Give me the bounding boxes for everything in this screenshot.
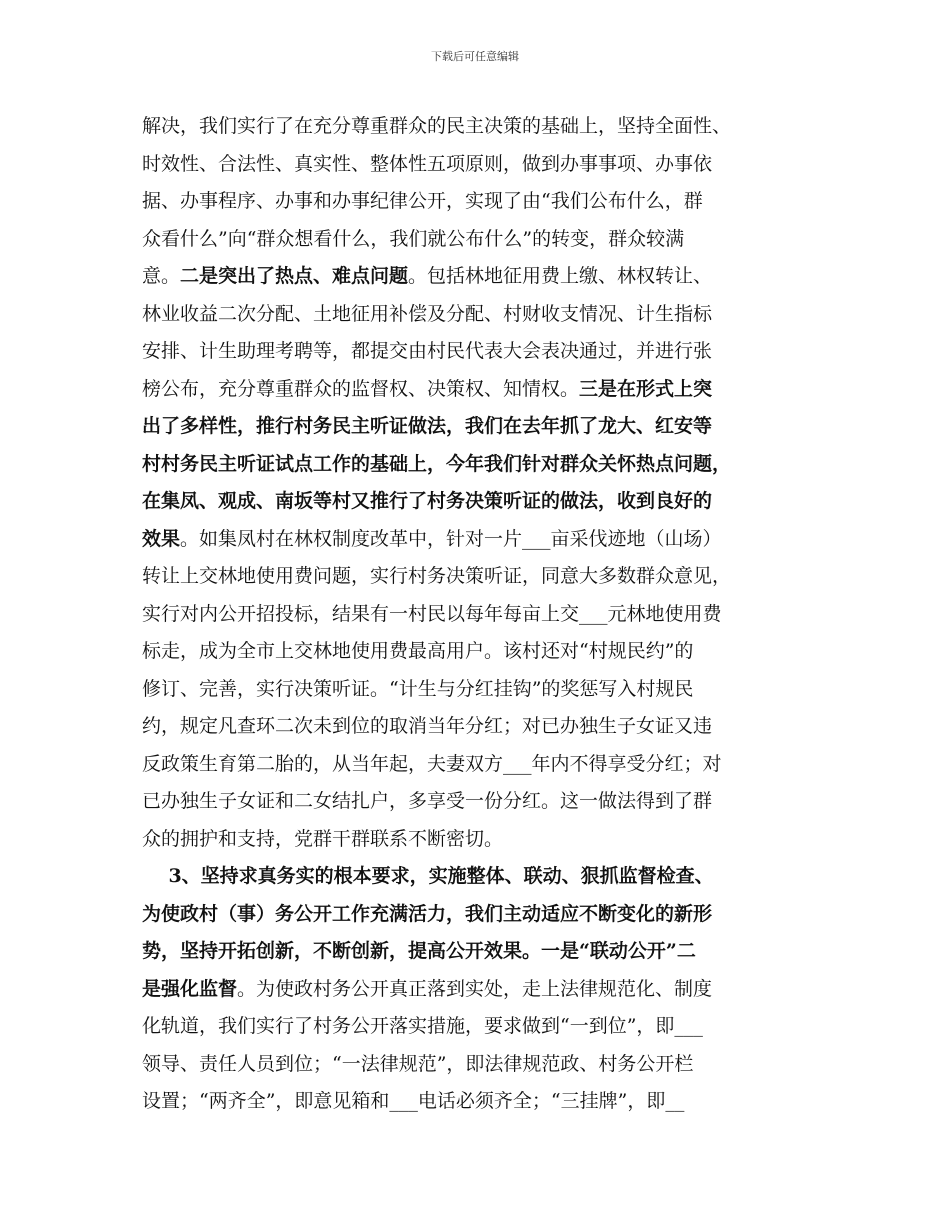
document-body [142, 108, 814, 1121]
text-line [142, 558, 814, 596]
text-line [142, 483, 814, 521]
page-header-note: 下载后可任意编辑 [431, 50, 519, 63]
text-segment: 。如集凤村在林权制度改革中，针对一片___亩采伐迹地（山场） [180, 527, 722, 550]
text-segment: 众的拥护和支持，党群干群联系不断密切。 [142, 827, 504, 850]
text-line [142, 408, 814, 446]
text-line [142, 671, 814, 709]
bold-text-segment: 势，坚持开拓创新，不断创新，提高公开效果。一是“联动公开”二 [142, 940, 696, 962]
text-segment: 安排、计生助理考聘等，都提交由村民代表大会表决通过，并进行张 [142, 340, 713, 362]
text-line [142, 1046, 814, 1084]
text-segment: 修订、完善，实行决策听证。“计生与分红挂钩”的奖惩写入村规民 [142, 677, 694, 700]
text-line [142, 896, 814, 934]
text-line [142, 258, 814, 296]
text-line [142, 108, 814, 146]
text-line [142, 858, 814, 896]
text-line [142, 1008, 814, 1046]
text-line [142, 933, 814, 971]
bold-text-segment: 为使政村（事）务公开工作充满活力，我们主动适应不断变化的新形 [142, 902, 713, 925]
text-segment: 时效性、合法性、真实性、整体性五项原则，做到办事事项、办事依 [142, 152, 713, 175]
bold-text-segment: 二是突出了热点、难点问题 [180, 265, 409, 287]
text-line [142, 708, 814, 746]
text-segment: 。为使政村务公开真正落到实处，走上法律规范化、制度 [237, 977, 713, 1000]
text-line [142, 446, 814, 484]
text-segment: 约，规定凡查环二次未到位的取消当年分红；对已办独生子女证又违 [142, 715, 713, 737]
text-segment: 众看什么”向“群众想看什么，我们就公布什么”的转变，群众较满 [142, 227, 685, 250]
bold-text-segment: 在集凤、观成、南坂等村又推行了村务决策听证的做法，收到良好的 [142, 490, 713, 512]
text-line [142, 746, 814, 784]
text-segment: 榜公布，充分尊重群众的监督权、决策权、知情权。 [142, 377, 580, 400]
text-segment: 已办独生子女证和二女结扎户，多享受一份分红。这一做法得到了群 [142, 790, 713, 812]
bold-text-segment: 效果 [142, 527, 181, 550]
text-line [142, 633, 814, 671]
text-segment: 反政策生育第二胎的，从当年起，夫妻双方___年内不得享受分红；对 [142, 752, 722, 775]
bold-text-segment: 三是在形式上突 [579, 377, 713, 400]
text-segment: 解决，我们实行了在充分尊重群众的民主决策的基础上，坚持全面性、 [142, 115, 732, 137]
text-line [142, 783, 814, 821]
text-segment: 领导、责任人员到位；“一法律规范”，即法律规范政、村务公开栏 [142, 1052, 694, 1075]
text-line [142, 821, 814, 859]
text-segment: 实行对内公开招投标，结果有一村民以每年每亩上交___元林地使用费 [142, 602, 722, 625]
text-line [142, 333, 814, 371]
text-segment: 化轨道，我们实行了村务公开落实措施，要求做到“一到位”，即___ [142, 1015, 703, 1037]
bold-text-segment: 村村务民主听证试点工作的基础上，今年我们针对群众关怀热点问题， [142, 452, 732, 475]
text-segment: 标走，成为全市上交林地使用费最高用户。该村还对“村规民约”的 [142, 640, 694, 662]
bold-text-segment: 出了多样性，推行村务民主听证做法，我们在去年抓了龙大、红安等 [142, 415, 713, 437]
text-line [142, 596, 814, 634]
text-line [142, 371, 814, 409]
text-segment: 林业收益二次分配、土地征用补偿及分配、村财收支情况、计生指标 [142, 302, 713, 325]
text-line [142, 521, 814, 559]
text-segment: 。包括林地征用费上缴、林权转让、 [408, 265, 713, 287]
text-line [142, 183, 814, 221]
text-segment: 意。 [142, 265, 181, 287]
text-line [142, 221, 814, 259]
text-segment: 设置；“两齐全”，即意见箱和___电话必须齐全；“三挂牌”，即__ [142, 1090, 685, 1112]
bold-text-segment: 3、坚持求真务实的根本要求，实施整体、联动、狠抓监督检查、 [142, 865, 714, 887]
text-line [142, 296, 814, 334]
text-line [142, 1083, 814, 1121]
bold-text-segment: 是强化监督 [142, 977, 238, 1000]
text-line [142, 971, 814, 1009]
text-segment: 转让上交林地使用费问题，实行村务决策听证，同意大多数群众意见， [142, 565, 732, 587]
text-segment: 据、办事程序、办事和办事纪律公开，实现了由“我们公布什么，群 [142, 190, 703, 212]
text-line [142, 146, 814, 184]
